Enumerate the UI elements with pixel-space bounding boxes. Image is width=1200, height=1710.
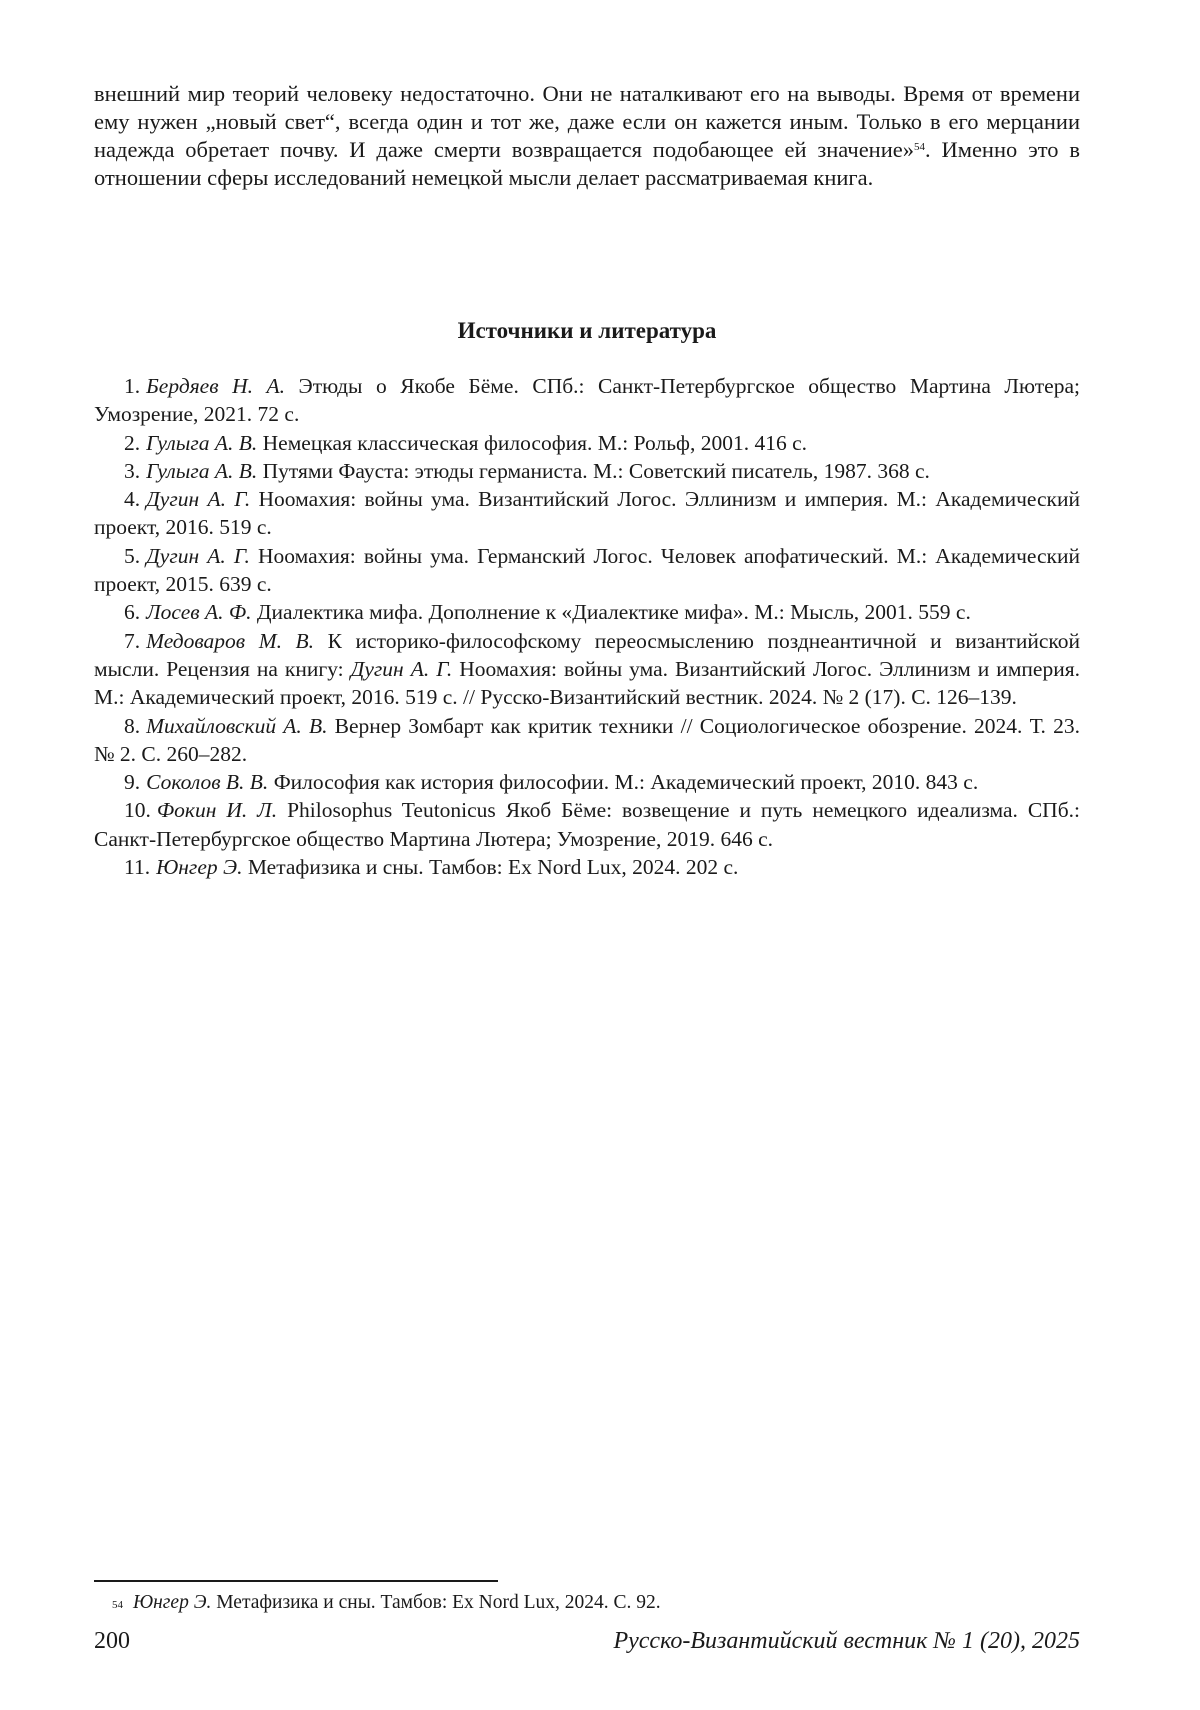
reference-number: 9. (124, 770, 141, 795)
footnote-number: 54 (112, 1599, 123, 1611)
reference-text: Ноомахия: войны ума. Византийский Логос. Эллинизм и империя. М.: Академический проект, 2016. 519 с. // Русско-Византийский вестник. 2024. № 2 (17). С. 126–139. (94, 656, 1080, 710)
running-footer-journal: Русско-Византийский вестник № 1 (20), 2025 (613, 1628, 1080, 1654)
references-heading: Источники и литература (457, 318, 717, 343)
reference-author: Фокин И. Л. (156, 798, 278, 823)
reference-number: 1. (124, 374, 141, 398)
reference-text: Метафизика и сны. Тамбов: Ex Nord Lux, 2024. 202 с. (242, 855, 739, 880)
body-paragraph (94, 80, 1080, 192)
reference-item (94, 768, 1080, 796)
footnote-author: Юнгер Э. (133, 1592, 212, 1613)
reference-author: Дугин А. Г. (146, 543, 250, 568)
reference-item (94, 712, 1080, 769)
reference-author: Лосев А. Ф. (146, 600, 252, 625)
reference-item (94, 598, 1080, 626)
reference-item (94, 429, 1080, 457)
footnote (112, 1590, 661, 1616)
reference-text: Ноомахия: войны ума. Византийский Логос. Эллинизм и империя. М.: Академический проект, 2016. 519 с. (94, 487, 1080, 540)
reference-item (94, 485, 1080, 542)
reference-author: Гулыга А. В. (146, 458, 258, 483)
reference-author: Гулыга А. В. (146, 430, 258, 455)
footnote-divider (94, 1580, 498, 1582)
reference-text: К историко-философскому переосмыслению позднеантичной и византийской мысли. Рецензия на книгу: (94, 628, 1080, 681)
reference-text: Философия как история философии. М.: Академический проект, 2010. 843 с. (268, 770, 979, 795)
reference-item (94, 372, 1080, 429)
reference-item (94, 457, 1080, 485)
reference-author: Юнгер Э. (156, 855, 243, 880)
footnote-reference[interactable]: 54 (914, 141, 925, 153)
reference-author: Бердяев Н. А. (146, 374, 286, 398)
reference-text: Путями Фауста: этюды германиста. М.: Советский писатель, 1987. 368 с. (257, 458, 930, 483)
reference-number: 8. (124, 713, 141, 738)
reference-text: Немецкая классическая философия. М.: Рольф, 2001. 416 с. (257, 430, 808, 455)
page-number: 200 (94, 1628, 130, 1654)
reference-text: Диалектика мифа. Дополнение к «Диалектике мифа». М.: Мысль, 2001. 559 с. (251, 600, 971, 625)
references-list (94, 372, 1080, 881)
reference-number: 7. (124, 628, 141, 653)
reference-number: 5. (124, 543, 141, 568)
reference-number: 11. (124, 855, 151, 880)
reference-item (94, 627, 1080, 712)
reference-author: Дугин А. Г. (350, 656, 453, 681)
reference-item (94, 796, 1080, 853)
reference-text: Вернер Зомбарт как критик техники // Социологическое обозрение. 2024. Т. 23. № 2. С. 260–282. (94, 713, 1080, 766)
reference-number: 4. (124, 487, 141, 512)
reference-number: 2. (124, 430, 141, 455)
reference-author: Соколов В. В. (146, 770, 269, 795)
reference-number: 3. (124, 458, 141, 483)
reference-author: Медоваров М. В. (146, 628, 315, 653)
reference-text: Ноомахия: войны ума. Германский Логос. Человек апофатический. М.: Академический проект, 2015. 639 с. (94, 543, 1080, 597)
footnote-text: Метафизика и сны. Тамбов: Ex Nord Lux, 2024. С. 92. (211, 1592, 661, 1613)
paragraph-text: внешний мир теорий человеку недостаточно. Они не наталкивают его на выводы. Время от времени ему нужен „новый свет“, всегда один и тот же, даже если он кажется иным. Только в его мерцании надежда обретает почву. И даже смерти возвращается подобающее ей значение» (94, 81, 1080, 162)
reference-text: Philosophus Teutonicus Якоб Бёме: возвещение и путь немецкого идеализма. СПб.: Санкт-Петербургское общество Мартина Лютера; Умозрение, 2019. 646 с. (94, 798, 1080, 851)
reference-number: 10. (124, 798, 151, 823)
reference-item (94, 542, 1080, 599)
paragraph-text-end: . Именно это в отношении сферы исследований немецкой мысли делает рассматриваемая книга. (94, 137, 1080, 190)
reference-number: 6. (124, 600, 141, 625)
reference-text: Этюды о Якобе Бёме. СПб.: Санкт-Петербургское общество Мартина Лютера; Умозрение, 2021. 72 с. (94, 374, 1080, 427)
reference-item (94, 853, 1080, 881)
reference-author: Дугин А. Г. (146, 487, 251, 512)
reference-author: Михайловский А. В. (146, 713, 328, 738)
